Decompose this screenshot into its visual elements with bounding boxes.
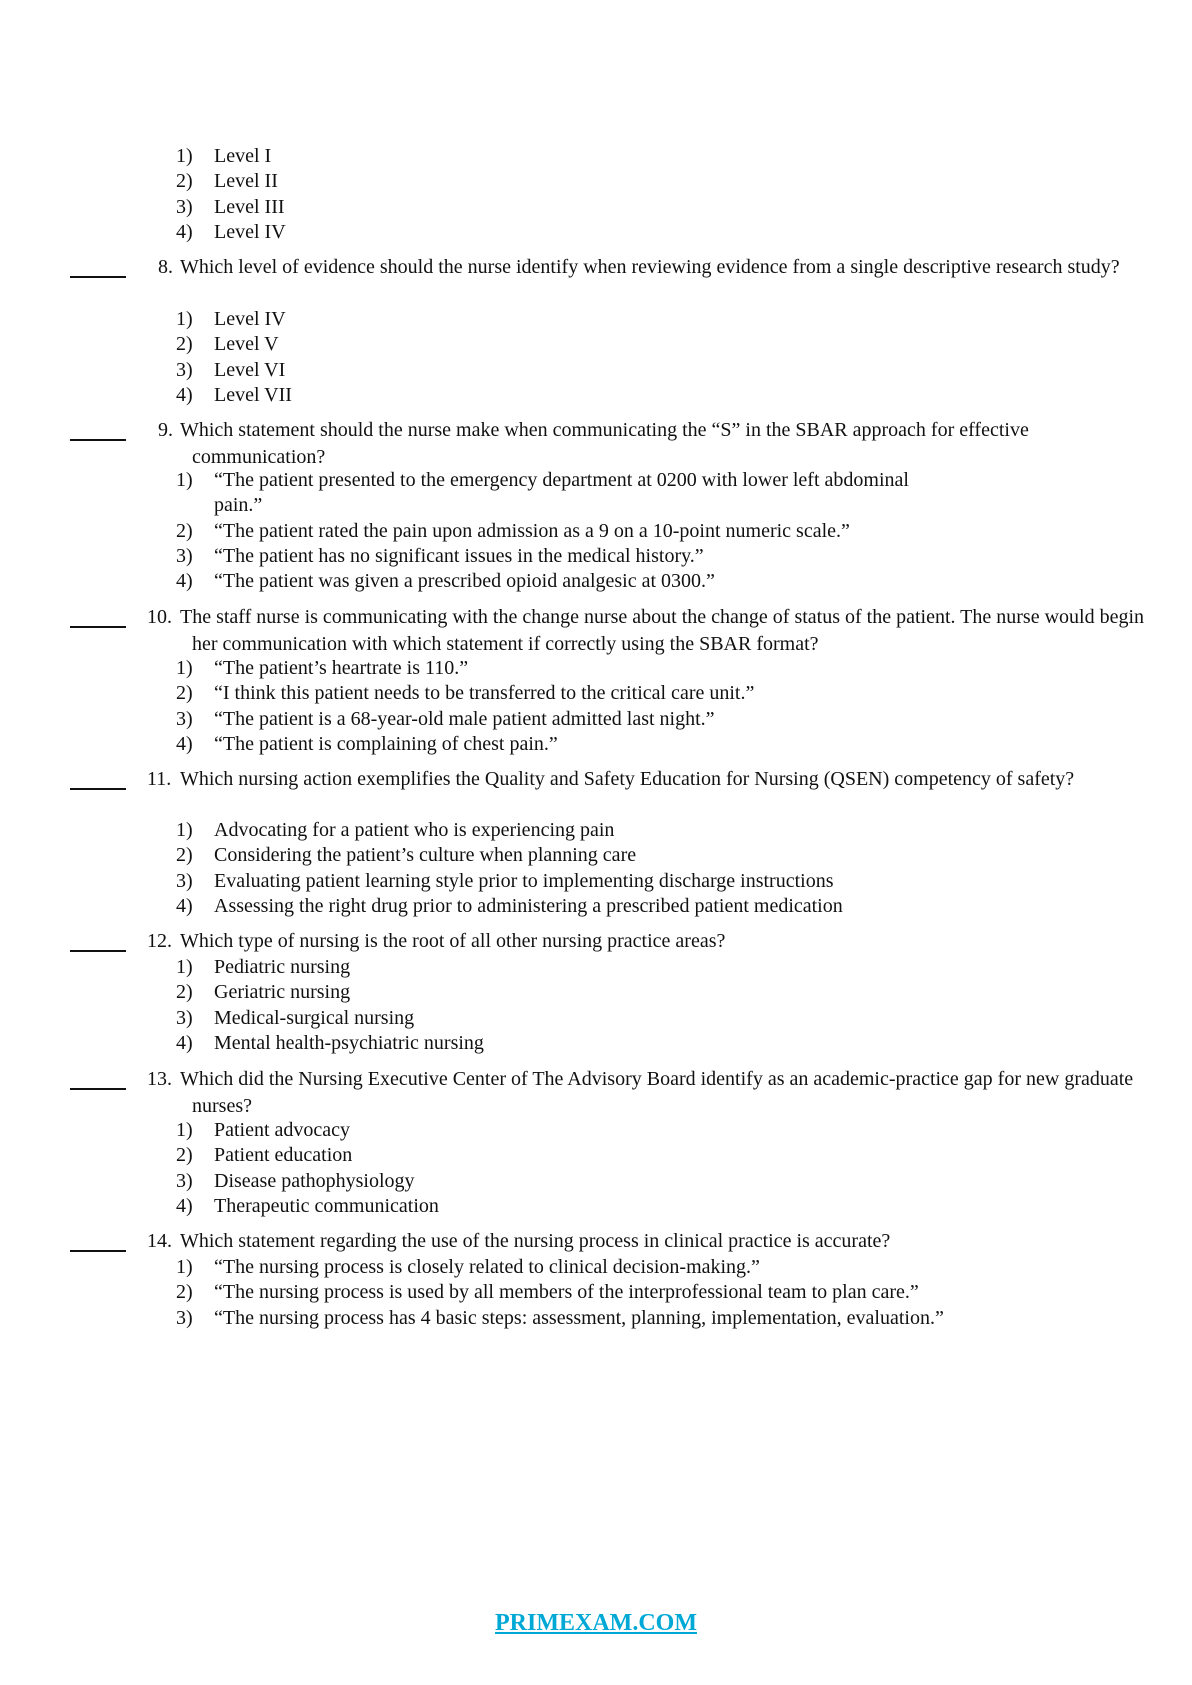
options-list: [176, 1255, 944, 1331]
answer-blank[interactable]: [70, 1228, 126, 1252]
option-text: Level IV: [214, 220, 286, 243]
question-text: Which did the Nursing Executive Center of The Advisory Board identify as an academic-practice gap for new graduate nurses?: [180, 1068, 1134, 1117]
question-number: 14.: [147, 1230, 172, 1252]
answer-blank[interactable]: [70, 766, 126, 790]
answer-blank[interactable]: [70, 1066, 126, 1090]
option-text: Level II: [214, 170, 278, 193]
option-text: “The nursing process is used by all members of the interprofessional team to plan care.”: [214, 1281, 919, 1304]
option: [176, 1306, 944, 1331]
option-number: 3): [176, 869, 193, 892]
option: [176, 894, 843, 919]
option-number: 3): [176, 707, 193, 730]
option: [176, 732, 754, 757]
option-number: 2): [176, 170, 193, 193]
option-number: 1): [176, 956, 193, 978]
answer-blank[interactable]: [70, 928, 126, 952]
question-number: 12.: [147, 930, 172, 952]
option-text: Evaluating patient learning style prior to implementing discharge instructions: [214, 869, 834, 892]
option: [176, 1006, 484, 1031]
question-number: 13.: [147, 1068, 172, 1090]
option-text: “The patient is a 68-year-old male patient admitted last night.”: [214, 707, 715, 730]
question-text: Which level of evidence should the nurse identify when reviewing evidence from a single descriptive research study?: [180, 256, 1120, 278]
option: [176, 1118, 439, 1143]
options-list: [176, 656, 754, 757]
option-text: Geriatric nursing: [214, 981, 351, 1004]
question-9: [70, 417, 1150, 471]
option-text: “The nursing process is closely related to clinical decision-making.”: [214, 1256, 760, 1278]
question-text: Which statement should the nurse make when communicating the “S” in the SBAR approach for effective communication?: [180, 419, 1029, 468]
option: [176, 468, 944, 519]
option: [176, 569, 944, 594]
question-number: 8.: [158, 256, 173, 278]
option: [176, 332, 292, 357]
answer-blank[interactable]: [70, 254, 126, 278]
option-text: Level VI: [214, 358, 286, 381]
option: [176, 681, 754, 706]
option: [176, 195, 286, 220]
option-number: 1): [176, 469, 193, 491]
option-number: 3): [176, 544, 193, 567]
option-text: “The nursing process has 4 basic steps: assessment, planning, implementation, evaluation.”: [214, 1306, 944, 1329]
option-text: Assessing the right drug prior to administering a prescribed patient medication: [214, 894, 843, 917]
option-number: 1): [176, 1119, 193, 1141]
question-11: [70, 766, 1150, 793]
option-text: Medical-surgical nursing: [214, 1006, 415, 1029]
question-14: [70, 1228, 1150, 1255]
option-number: 2): [176, 1144, 193, 1167]
answer-blank[interactable]: [70, 604, 126, 628]
question-stem: [147, 766, 1150, 793]
option-number: 2): [176, 333, 193, 356]
question-text: Which type of nursing is the root of all other nursing practice areas?: [180, 930, 726, 952]
option-text: “The patient has no significant issues in the medical history.”: [214, 544, 704, 567]
footer-link[interactable]: PRIMEXAM.COM: [495, 1610, 697, 1636]
option-number: 4): [176, 220, 193, 243]
option: [176, 1194, 439, 1219]
option-text: Advocating for a patient who is experiencing pain: [214, 819, 615, 841]
option: [176, 383, 292, 408]
option-number: 2): [176, 844, 193, 867]
option-text: “The patient is complaining of chest pain.”: [214, 732, 558, 755]
option-number: 4): [176, 1194, 193, 1217]
question-13: [70, 1066, 1150, 1120]
option-number: 1): [176, 308, 193, 330]
option-number: 1): [176, 819, 193, 841]
option-number: 3): [176, 358, 193, 381]
option: [176, 843, 843, 868]
question-stem: [147, 928, 1150, 955]
option: [176, 1280, 944, 1305]
option-text: “The patient presented to the emergency department at 0200 with lower left abdominal pain.”: [214, 469, 909, 517]
option-number: 3): [176, 1006, 193, 1029]
question-stem: [158, 417, 1150, 471]
question-10: [70, 604, 1150, 658]
option: [176, 169, 286, 194]
option-text: Pediatric nursing: [214, 956, 351, 978]
option-text: “The patient rated the pain upon admission as a 9 on a 10-point numeric scale.”: [214, 519, 850, 542]
options-list: [176, 468, 944, 594]
options-list: [176, 955, 484, 1056]
option-text: “I think this patient needs to be transferred to the critical care unit.”: [214, 682, 755, 705]
option-text: Patient education: [214, 1144, 353, 1167]
option-number: 1): [176, 1256, 193, 1278]
question-text: Which statement regarding the use of the nursing process in clinical practice is accurate?: [180, 1230, 891, 1252]
option-number: 3): [176, 1306, 193, 1329]
option-number: 4): [176, 894, 193, 917]
options-list-continued: [176, 144, 286, 245]
option-number: 4): [176, 732, 193, 755]
option: [176, 818, 843, 843]
option: [176, 144, 286, 169]
question-number: 9.: [158, 419, 173, 441]
question-stem: [147, 604, 1150, 658]
option: [176, 869, 843, 894]
option-text: Considering the patient’s culture when planning care: [214, 844, 637, 867]
option-text: Level IV: [214, 308, 286, 330]
option-text: Therapeutic communication: [214, 1194, 439, 1217]
option-text: Level VII: [214, 383, 292, 406]
option-number: 4): [176, 383, 193, 406]
question-text: Which nursing action exemplifies the Quality and Safety Education for Nursing (QSEN) competency of safety?: [180, 768, 1075, 790]
option-number: 2): [176, 981, 193, 1004]
options-list: [176, 307, 292, 408]
option-text: Level III: [214, 195, 285, 218]
option: [176, 980, 484, 1005]
question-number: 10.: [147, 606, 172, 628]
option-number: 1): [176, 145, 193, 167]
question-number: 11.: [147, 768, 172, 790]
option-number: 2): [176, 1281, 193, 1304]
option-number: 1): [176, 657, 193, 679]
options-list: [176, 818, 843, 919]
question-12: [70, 928, 1150, 955]
option: [176, 1255, 944, 1280]
options-list: [176, 1118, 439, 1219]
option-number: 4): [176, 1031, 193, 1054]
question-stem: [147, 1066, 1150, 1120]
question-stem: [147, 1228, 1150, 1255]
option-number: 2): [176, 682, 193, 705]
option-number: 4): [176, 570, 193, 593]
option-text: Patient advocacy: [214, 1119, 351, 1141]
option-text: “The patient’s heartrate is 110.”: [214, 657, 469, 679]
option-text: Level V: [214, 333, 279, 356]
option: [176, 1169, 439, 1194]
option: [176, 519, 944, 544]
option: [176, 1143, 439, 1168]
question-stem: [158, 254, 1150, 281]
option-text: Disease pathophysiology: [214, 1169, 415, 1192]
option-text: Mental health-psychiatric nursing: [214, 1031, 484, 1054]
option-text: Level I: [214, 145, 272, 167]
option-text: “The patient was given a prescribed opioid analgesic at 0300.”: [214, 570, 715, 593]
option: [176, 358, 292, 383]
question-8: [70, 254, 1150, 281]
option: [176, 955, 484, 980]
option: [176, 544, 944, 569]
option: [176, 1031, 484, 1056]
option-number: 3): [176, 195, 193, 218]
option-number: 3): [176, 1169, 193, 1192]
option: [176, 656, 754, 681]
option: [176, 707, 754, 732]
option: [176, 220, 286, 245]
option: [176, 307, 292, 332]
answer-blank[interactable]: [70, 417, 126, 441]
option-number: 2): [176, 519, 193, 542]
question-text: The staff nurse is communicating with the change nurse about the change of status of the patient. The nurse would begin her communication with which statement if correctly using the SBAR format?: [180, 606, 1145, 655]
